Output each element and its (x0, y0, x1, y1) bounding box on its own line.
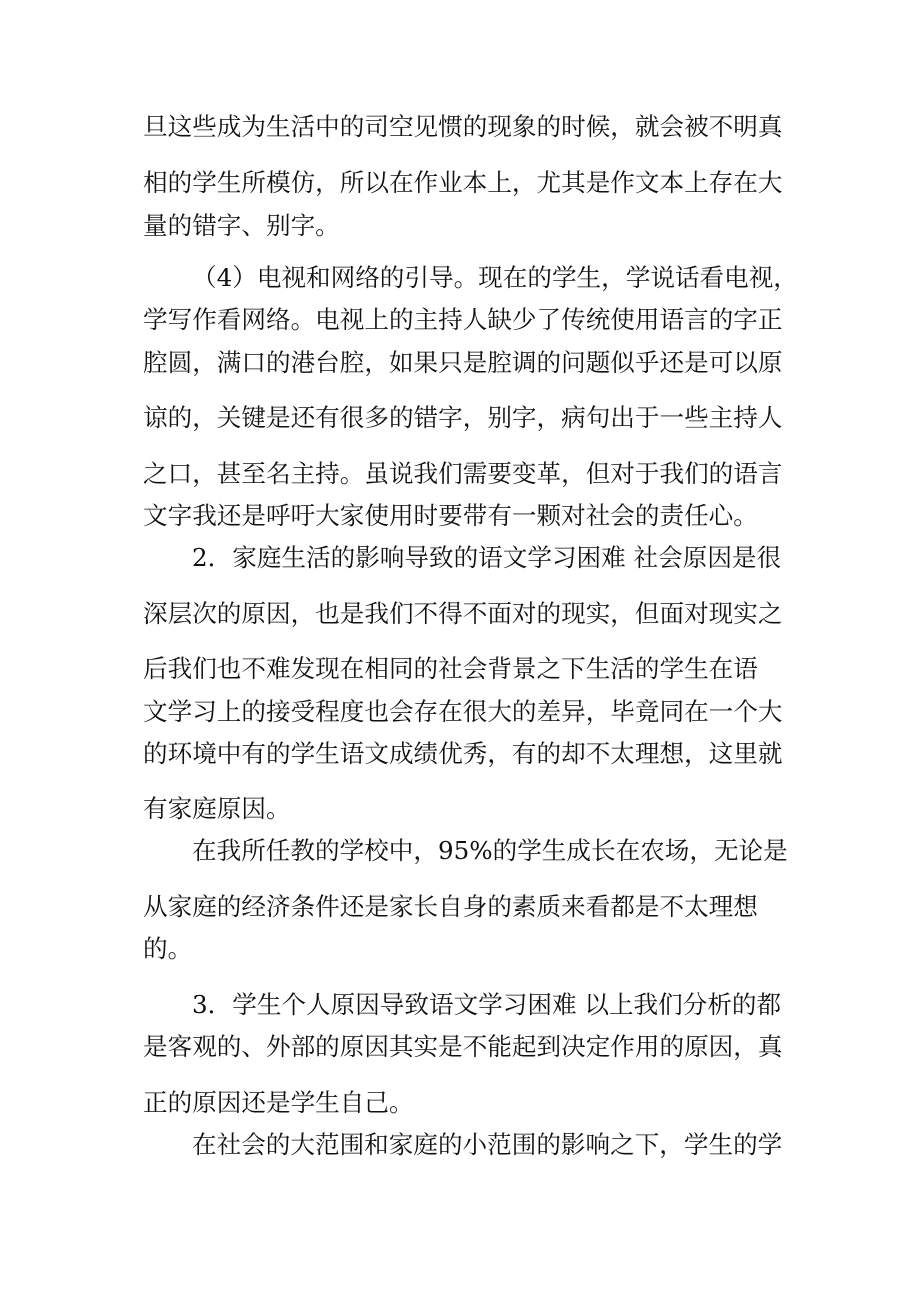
text-line: 2．家庭生活的影响导致的语文学习困难 社会原因是很 (192, 543, 782, 572)
text-line: 有家庭原因。 (143, 794, 291, 823)
text-line: 3．学生个人原因导致语文学习困难 以上我们分析的都 (192, 990, 782, 1019)
text-line: 在我所任教的学校中，95%的学生成长在农场，无论是 (192, 836, 788, 865)
text-line: 文字我还是呼吁大家使用时要带有一颗对社会的责任心。 (143, 501, 758, 530)
text-line: 的环境中有的学生语文成绩优秀，有的却不太理想，这里就 (143, 739, 783, 768)
text-line: 学写作看网络。电视上的主持人缺少了传统使用语言的字正 (143, 305, 783, 334)
text-line: 正的原因还是学生自己。 (143, 1088, 414, 1117)
text-line: 文学习上的接受程度也会存在很大的差异，毕竟同在一个大 (143, 697, 783, 726)
text-line: 从家庭的经济条件还是家长自身的素质来看都是不太理想 (143, 892, 758, 921)
text-line: 旦这些成为生活中的司空见惯的现象的时候，就会被不明真 (143, 112, 783, 141)
text-line: 后我们也不难发现在相同的社会背景之下生活的学生在语 (143, 654, 758, 683)
text-line: 腔圆，满口的港台腔，如果只是腔调的问题似乎还是可以原 (143, 348, 783, 377)
text-line: （4）电视和网络的引导。现在的学生，学说话看电视， (192, 263, 798, 292)
text-line: 的。 (143, 934, 193, 963)
text-line: 之口，甚至名主持。虽说我们需要变革，但对于我们的语言 (143, 459, 783, 488)
text-line: 是客观的、外部的原因其实是不能起到决定作用的原因，真 (143, 1032, 783, 1061)
text-line: 量的错字、别字。 (143, 211, 340, 240)
text-line: 深层次的原因，也是我们不得不面对的现实，但面对现实之 (143, 599, 783, 628)
text-line: 谅的，关键是还有很多的错字，别字，病句出于一些主持人 (143, 403, 783, 432)
text-line: 在社会的大范围和家庭的小范围的影响之下，学生的学 (192, 1130, 783, 1159)
text-line: 相的学生所模仿，所以在作业本上，尤其是作文本上存在大 (143, 168, 783, 197)
